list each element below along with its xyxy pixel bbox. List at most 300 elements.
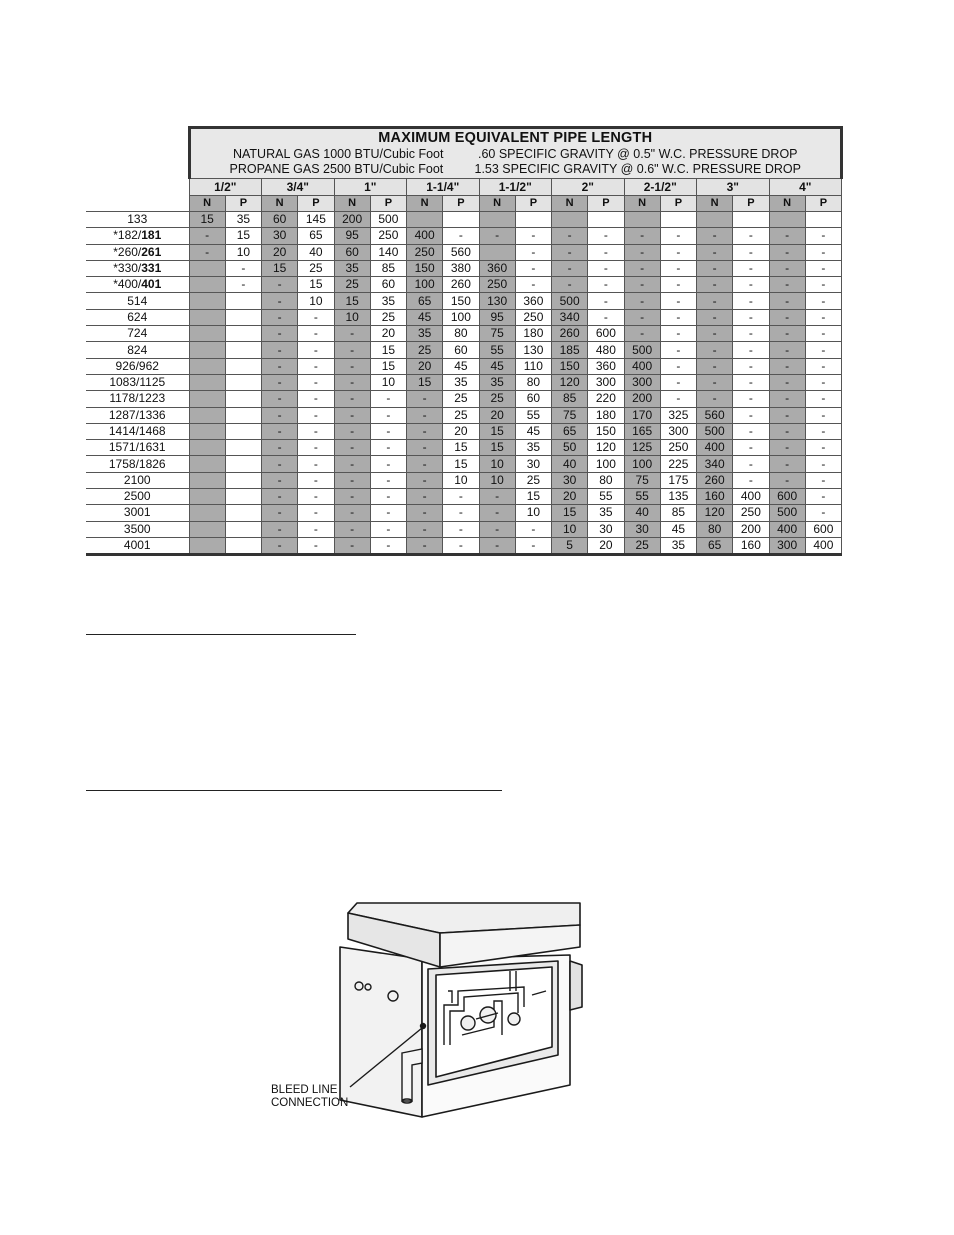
model-cell: [86, 244, 189, 260]
propane-gas-header: P: [225, 196, 261, 212]
propane-gas-value: 300: [660, 423, 696, 439]
natural-gas-value: [189, 260, 225, 276]
natural-gas-value: -: [769, 293, 805, 309]
propane-gas-value: 135: [660, 489, 696, 505]
propane-gas-value: 120: [588, 440, 624, 456]
table-header: [189, 128, 842, 179]
propane-gas-value: -: [370, 456, 406, 472]
propane-gas-value: -: [733, 391, 769, 407]
natural-gas-value: 55: [479, 342, 515, 358]
natural-gas-value: -: [262, 489, 298, 505]
propane-gas-value: 85: [660, 505, 696, 521]
natural-gas-value: 45: [407, 309, 443, 325]
propane-gas-value: 10: [370, 374, 406, 390]
table-row: [86, 342, 842, 358]
propane-gas-value: 250: [660, 440, 696, 456]
natural-gas-value: 260: [552, 326, 588, 342]
natural-gas-value: 35: [334, 260, 370, 276]
pipe-size-header: 4": [769, 179, 842, 196]
model-label: 624: [127, 309, 148, 324]
natural-gas-value: -: [334, 456, 370, 472]
natural-gas-value: [624, 212, 660, 228]
propane-gas-value: 80: [515, 374, 551, 390]
natural-gas-value: -: [334, 407, 370, 423]
natural-gas-value: 165: [624, 423, 660, 439]
natural-gas-value: -: [479, 489, 515, 505]
propane-gas-value: -: [298, 505, 334, 521]
natural-gas-value: 65: [552, 423, 588, 439]
propane-gas-value: -: [733, 260, 769, 276]
natural-gas-value: 100: [624, 456, 660, 472]
natural-gas-value: 25: [334, 277, 370, 293]
natural-gas-value: -: [407, 521, 443, 537]
section-rule-2: [86, 790, 502, 791]
propane-gas-value: 300: [588, 374, 624, 390]
propane-gas-value: [733, 212, 769, 228]
propane-gas-value: -: [298, 521, 334, 537]
model-cell: [86, 277, 189, 293]
propane-gas-value: -: [805, 244, 841, 260]
natural-gas-header: N: [334, 196, 370, 212]
propane-gas-value: 145: [298, 212, 334, 228]
propane-gas-value: -: [298, 423, 334, 439]
natural-gas-value: 10: [552, 521, 588, 537]
model-label-bold: 401: [141, 277, 162, 292]
propane-gas-value: 100: [588, 456, 624, 472]
model-label: 2100: [123, 472, 151, 487]
propane-gas-value: -: [733, 342, 769, 358]
propane-gas-value: -: [733, 244, 769, 260]
model-label: 1571/1631: [108, 440, 166, 455]
natural-gas-value: -: [262, 407, 298, 423]
natural-gas-value: 20: [479, 407, 515, 423]
propane-gas-value: [443, 212, 479, 228]
propane-gas-value: -: [660, 326, 696, 342]
propane-gas-value: -: [805, 228, 841, 244]
natural-gas-value: [189, 358, 225, 374]
propane-gas-value: 45: [515, 423, 551, 439]
natural-gas-value: -: [769, 423, 805, 439]
natural-gas-value: 500: [624, 342, 660, 358]
natural-gas-header: N: [189, 196, 225, 212]
table-row: [86, 456, 842, 472]
natural-gas-value: 95: [479, 309, 515, 325]
propane-gas-value: [225, 472, 261, 488]
natural-gas-value: 300: [769, 537, 805, 554]
propane-gas-value: [225, 342, 261, 358]
propane-gas-header: P: [805, 196, 841, 212]
table-row: [86, 212, 842, 228]
table-corner: [86, 128, 189, 179]
propane-gas-value: 360: [515, 293, 551, 309]
table-row: [86, 440, 842, 456]
propane-gas-value: -: [660, 342, 696, 358]
propane-gas-value: -: [298, 537, 334, 554]
natural-gas-value: 185: [552, 342, 588, 358]
propane-gas-value: -: [660, 391, 696, 407]
propane-gas-value: 15: [443, 456, 479, 472]
natural-gas-value: -: [334, 440, 370, 456]
propane-gas-value: -: [298, 472, 334, 488]
propane-gas-value: -: [298, 456, 334, 472]
natural-gas-value: -: [407, 489, 443, 505]
propane-gas-value: -: [370, 472, 406, 488]
propane-gas-value: -: [805, 407, 841, 423]
propane-gas-value: 225: [660, 456, 696, 472]
natural-gas-value: -: [769, 472, 805, 488]
natural-gas-value: -: [262, 342, 298, 358]
natural-gas-value: -: [697, 391, 733, 407]
propane-gas-value: -: [660, 260, 696, 276]
propane-gas-value: -: [298, 309, 334, 325]
natural-gas-value: 5: [552, 537, 588, 554]
propane-gas-value: -: [660, 358, 696, 374]
propane-gas-value: -: [298, 440, 334, 456]
natural-gas-btu: NATURAL GAS 1000 BTU/Cubic Foot: [232, 147, 444, 161]
propane-gas-line: [191, 162, 841, 176]
natural-gas-value: -: [769, 326, 805, 342]
natural-gas-value: [189, 472, 225, 488]
propane-gas-value: -: [298, 374, 334, 390]
model-label: 133: [127, 212, 148, 227]
propane-gas-value: -: [225, 260, 261, 276]
natural-gas-value: -: [697, 277, 733, 293]
pipe-size-header: 1": [334, 179, 407, 196]
model-label: 926/962: [115, 358, 159, 373]
natural-gas-value: -: [262, 521, 298, 537]
propane-gas-value: [225, 326, 261, 342]
propane-gas-value: [225, 293, 261, 309]
propane-gas-value: 600: [588, 326, 624, 342]
model-label: 4001: [123, 538, 151, 553]
natural-gas-header: N: [262, 196, 298, 212]
propane-gas-value: [225, 407, 261, 423]
natural-gas-value: [189, 505, 225, 521]
propane-gas-value: 15: [370, 342, 406, 358]
propane-gas-value: 360: [588, 358, 624, 374]
bleed-line-callout: BLEED LINE CONNECTION: [271, 1084, 349, 1109]
table-row: [86, 489, 842, 505]
propane-gas-value: -: [370, 407, 406, 423]
model-label: 1083/1125: [109, 375, 166, 390]
natural-gas-value: -: [624, 309, 660, 325]
propane-gas-value: -: [370, 521, 406, 537]
section-rule-1: [86, 634, 356, 635]
natural-gas-value: 120: [697, 505, 733, 521]
natural-gas-value: -: [552, 277, 588, 293]
pipe-size-header: 3/4": [262, 179, 335, 196]
propane-gas-value: 250: [370, 228, 406, 244]
natural-gas-value: -: [769, 342, 805, 358]
natural-gas-line: [191, 147, 841, 161]
propane-gas-value: -: [733, 293, 769, 309]
propane-gas-value: -: [805, 440, 841, 456]
propane-gas-value: 35: [443, 374, 479, 390]
natural-gas-value: -: [769, 277, 805, 293]
propane-gas-value: [225, 309, 261, 325]
model-cell: [86, 521, 189, 537]
propane-gas-value: -: [370, 537, 406, 554]
model-label: 1178/1223: [109, 391, 166, 406]
propane-gas-header: P: [298, 196, 334, 212]
natural-gas-value: -: [769, 260, 805, 276]
propane-gas-value: 35: [370, 293, 406, 309]
natural-gas-value: 80: [697, 521, 733, 537]
natural-gas-value: -: [334, 423, 370, 439]
natural-gas-value: [189, 537, 225, 554]
natural-gas-value: -: [769, 358, 805, 374]
natural-gas-header: N: [479, 196, 515, 212]
natural-gas-value: 75: [624, 472, 660, 488]
propane-gas-value: [225, 391, 261, 407]
propane-gas-value: 25: [443, 391, 479, 407]
propane-gas-value: [225, 505, 261, 521]
natural-gas-value: 30: [624, 521, 660, 537]
propane-gas-value: 500: [370, 212, 406, 228]
propane-gas-value: -: [733, 277, 769, 293]
natural-gas-value: -: [262, 537, 298, 554]
natural-gas-value: 400: [697, 440, 733, 456]
natural-gas-value: 130: [479, 293, 515, 309]
propane-gas-value: -: [805, 374, 841, 390]
propane-gas-value: -: [733, 456, 769, 472]
natural-gas-value: [189, 423, 225, 439]
propane-gas-value: [225, 489, 261, 505]
natural-gas-value: -: [262, 358, 298, 374]
propane-gas-value: 150: [443, 293, 479, 309]
natural-gas-header: N: [407, 196, 443, 212]
propane-gas-value: 15: [298, 277, 334, 293]
gas-type-corner: [86, 196, 189, 212]
natural-gas-value: -: [697, 358, 733, 374]
natural-gas-header: N: [624, 196, 660, 212]
propane-gas-value: 35: [588, 505, 624, 521]
natural-gas-value: -: [334, 505, 370, 521]
natural-gas-value: -: [697, 342, 733, 358]
model-cell: [86, 260, 189, 276]
propane-gas-value: -: [515, 228, 551, 244]
natural-gas-value: 60: [334, 244, 370, 260]
propane-gas-value: 260: [443, 277, 479, 293]
table-row: [86, 374, 842, 390]
natural-gas-value: -: [697, 309, 733, 325]
table-row: [86, 521, 842, 537]
natural-gas-value: -: [479, 521, 515, 537]
natural-gas-value: -: [697, 244, 733, 260]
propane-gas-value: 60: [370, 277, 406, 293]
propane-gas-value: 220: [588, 391, 624, 407]
natural-gas-value: [189, 326, 225, 342]
model-label-bold: 331: [141, 261, 162, 276]
propane-gas-value: -: [660, 293, 696, 309]
pipe-size-header: 2-1/2": [624, 179, 697, 196]
natural-gas-value: 85: [552, 391, 588, 407]
natural-gas-value: 95: [334, 228, 370, 244]
propane-gas-value: -: [443, 521, 479, 537]
model-cell: [86, 293, 189, 309]
propane-gas-value: 110: [515, 358, 551, 374]
natural-gas-value: -: [624, 326, 660, 342]
natural-gas-value: 125: [624, 440, 660, 456]
natural-gas-value: [189, 277, 225, 293]
natural-gas-value: [479, 244, 515, 260]
natural-gas-value: 20: [262, 244, 298, 260]
model-label: 1287/1336: [108, 407, 166, 422]
propane-gas-value: -: [298, 342, 334, 358]
propane-gas-value: -: [515, 537, 551, 554]
pipe-size-header: 2": [552, 179, 625, 196]
propane-gas-value: 400: [733, 489, 769, 505]
model-cell: [86, 472, 189, 488]
propane-gas-value: -: [370, 505, 406, 521]
natural-gas-value: -: [334, 472, 370, 488]
propane-gas-header: P: [515, 196, 551, 212]
natural-gas-value: -: [769, 407, 805, 423]
natural-gas-value: -: [262, 472, 298, 488]
natural-gas-value: 40: [552, 456, 588, 472]
propane-gas-value: -: [733, 358, 769, 374]
propane-gas-value: -: [733, 326, 769, 342]
propane-gas-value: -: [733, 472, 769, 488]
natural-gas-value: 400: [624, 358, 660, 374]
model-label: 1414/1468: [108, 424, 166, 438]
natural-gas-value: 25: [479, 391, 515, 407]
natural-gas-value: -: [334, 537, 370, 554]
table-row: [86, 472, 842, 488]
natural-gas-value: 45: [479, 358, 515, 374]
propane-gas-value: 80: [443, 326, 479, 342]
propane-gas-value: 10: [225, 244, 261, 260]
natural-gas-value: -: [262, 505, 298, 521]
natural-gas-value: -: [769, 228, 805, 244]
propane-gas-value: [588, 212, 624, 228]
propane-gas-value: -: [443, 505, 479, 521]
propane-gas-value: 175: [660, 472, 696, 488]
natural-gas-value: 15: [479, 423, 515, 439]
propane-gas-value: 35: [225, 212, 261, 228]
model-cell: [86, 309, 189, 325]
propane-gas-value: -: [733, 309, 769, 325]
propane-gas-value: -: [733, 423, 769, 439]
model-label: *330/: [113, 261, 142, 276]
natural-gas-value: -: [262, 309, 298, 325]
natural-gas-value: 300: [624, 374, 660, 390]
pipe-size-header: 3": [697, 179, 770, 196]
natural-gas-value: 40: [624, 505, 660, 521]
model-label: 824: [127, 342, 148, 357]
propane-gas-header: P: [370, 196, 406, 212]
natural-gas-value: 15: [407, 374, 443, 390]
natural-gas-value: 25: [624, 537, 660, 554]
propane-gas-value: -: [805, 342, 841, 358]
natural-gas-value: 50: [552, 440, 588, 456]
propane-gas-value: 180: [515, 326, 551, 342]
model-cell: [86, 456, 189, 472]
natural-gas-value: -: [262, 293, 298, 309]
propane-gas-value: -: [588, 244, 624, 260]
natural-gas-value: -: [697, 374, 733, 390]
propane-gas-value: -: [298, 489, 334, 505]
natural-gas-value: -: [697, 228, 733, 244]
propane-gas-value: 20: [370, 326, 406, 342]
natural-gas-value: -: [262, 374, 298, 390]
propane-gas-value: 325: [660, 407, 696, 423]
propane-gas-value: [805, 212, 841, 228]
propane-gas-value: -: [733, 228, 769, 244]
natural-gas-value: -: [479, 228, 515, 244]
propane-gas-value: 200: [733, 521, 769, 537]
propane-gas-value: 30: [588, 521, 624, 537]
natural-gas-value: -: [334, 391, 370, 407]
natural-gas-value: 150: [407, 260, 443, 276]
natural-gas-value: 15: [552, 505, 588, 521]
propane-gas-value: 380: [443, 260, 479, 276]
table-row: [86, 505, 842, 521]
model-cell: [86, 212, 189, 228]
natural-gas-value: 10: [479, 472, 515, 488]
propane-gas-value: 85: [370, 260, 406, 276]
natural-gas-value: 65: [697, 537, 733, 554]
table-row: [86, 260, 842, 276]
model-cell: [86, 489, 189, 505]
propane-gas-value: -: [443, 489, 479, 505]
model-cell: [86, 440, 189, 456]
propane-gas-value: [225, 456, 261, 472]
natural-gas-value: [479, 212, 515, 228]
propane-gas-value: -: [443, 537, 479, 554]
propane-gas-value: -: [370, 423, 406, 439]
propane-gas-value: 480: [588, 342, 624, 358]
natural-gas-value: 340: [552, 309, 588, 325]
table-row: [86, 391, 842, 407]
propane-gas-value: -: [225, 277, 261, 293]
model-label: 724: [127, 326, 148, 341]
pipe-size-header: 1-1/2": [479, 179, 552, 196]
propane-gas-value: 180: [588, 407, 624, 423]
natural-gas-value: -: [769, 456, 805, 472]
propane-gas-value: 15: [515, 489, 551, 505]
natural-gas-value: 15: [262, 260, 298, 276]
model-label: 3001: [123, 505, 151, 520]
propane-gas-value: -: [805, 293, 841, 309]
natural-gas-value: -: [334, 326, 370, 342]
natural-gas-value: [189, 456, 225, 472]
natural-gas-value: 100: [407, 277, 443, 293]
propane-gas-value: 20: [443, 423, 479, 439]
propane-gas-value: -: [588, 260, 624, 276]
propane-gas-header: P: [733, 196, 769, 212]
propane-gas-btu: PROPANE GAS 2500 BTU/Cubic Foot: [229, 162, 444, 176]
propane-gas-value: 100: [443, 309, 479, 325]
size-corner: [86, 179, 189, 196]
natural-gas-header: N: [769, 196, 805, 212]
propane-gas-value: -: [515, 244, 551, 260]
table-row: [86, 244, 842, 260]
natural-gas-value: 340: [697, 456, 733, 472]
propane-gas-value: -: [515, 260, 551, 276]
propane-gas-value: 15: [443, 440, 479, 456]
natural-gas-value: 500: [769, 505, 805, 521]
natural-gas-value: [189, 440, 225, 456]
table-row: [86, 309, 842, 325]
pipe-size-header: 1/2": [189, 179, 262, 196]
propane-gas-value: 600: [805, 521, 841, 537]
natural-gas-value: 250: [479, 277, 515, 293]
natural-gas-value: 200: [334, 212, 370, 228]
model-cell: [86, 537, 189, 554]
model-label: 2500: [123, 489, 151, 504]
natural-gas-header: N: [552, 196, 588, 212]
